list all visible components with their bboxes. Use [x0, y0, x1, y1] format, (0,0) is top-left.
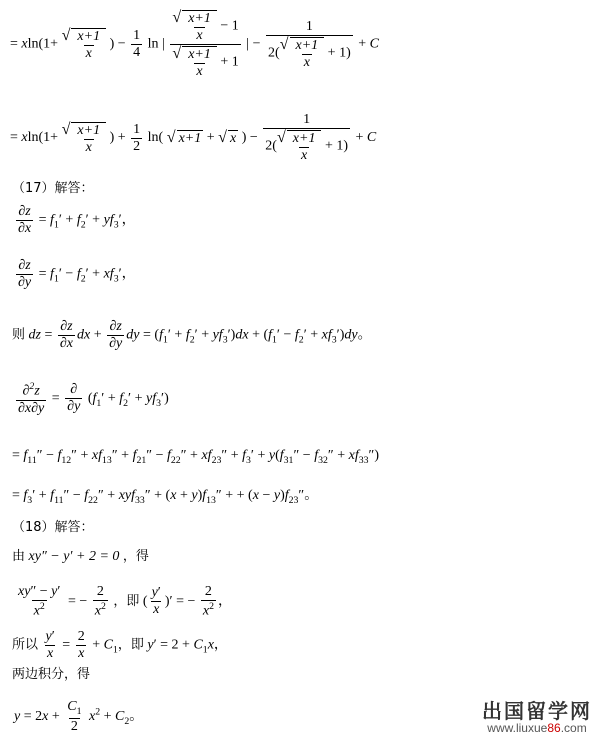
equation-ode-frac: $\frac{xy'' - y'}{x^2}$ = − $\frac{2}{x^2}$ ，即 ( $\frac{y'}{x}$ )′ = − $\frac{2}{x^2}$ ， — [18, 584, 232, 619]
equation-d2z-def: $\frac{\partial^2z}{\partial x\partial y}$ = $\frac{\partial}{\partial y}$ $(f_1' + f_2' + yf_3')$ — [18, 381, 169, 416]
equation-d2z-expand: = $f_{11}'' - f_{12}'' + xf_{13}'' + f_{21}'' - f_{22}'' + xf_{23}'' + f_3' + y(f_{31}'' - f_{32}'' + xf_{33}'')$ — [12, 448, 380, 466]
ode-text: xy″ − y′ + 2 = 0 — [28, 549, 120, 564]
ode-ie: ，即 — [113, 594, 140, 610]
watermark — [482, 700, 592, 735]
equation-d2z-result: = $f_3' + f_{11}'' - f_{22}'' + xyf_{33}'' + (x + y)f_{13}''$ + + $(x - y)f_{23}''$。 — [12, 488, 319, 506]
watermark-url — [482, 722, 592, 735]
int-prefix: 所以 — [12, 637, 39, 653]
equation-line-2: = xln(1+ √ $\frac{x+1}{x}$ ) + $\frac{1}{2}$ ln( √ x+1 + √ x ) − 1 2( √ $\frac{x+1}{x}$ + 1) + C — [10, 112, 377, 163]
equation-dz-total: 则 dz = $\frac{\partial z}{\partial x}$ dx + $\frac{\partial z}{\partial y}$ dy = $(f_1' + f_2' + yf_3')dx + (f_1' - f_2' + xf_3')dy$。 — [12, 319, 372, 351]
both-sides-text: 两边积分，得 — [12, 667, 91, 682]
equation-dz-dy: $\frac{\partial z}{\partial y}$ = $f_1' - f_2' + xf_3'$， — [18, 258, 136, 290]
ode-prefix: 由 — [12, 549, 26, 564]
watermark-url-c: .com — [560, 720, 587, 735]
equation-ode — [12, 550, 149, 564]
equation-integral: 所以 $\frac{y'}{x}$ = $\frac{2}{x}$ + $C_1$，即 $y' = 2 + C_1x$， — [12, 629, 228, 661]
section-18-heading: （18）解答： — [12, 520, 94, 535]
dz-total-prefix: 则 — [12, 327, 26, 343]
watermark-cn: 出国留学网 — [482, 698, 592, 723]
watermark-url-a: www.liuxue — [487, 720, 548, 735]
equation-dz-dx: $\frac{\partial z}{\partial x}$ = $f_1' + f_2' + yf_3'$， — [18, 204, 136, 236]
int-ie: ，即 — [117, 637, 144, 653]
section-17-heading: （17）解答： — [12, 181, 94, 196]
ode-suffix: ，得 — [122, 549, 149, 564]
equation-final: y = 2x + $\frac{C_1}{2}$ $x^2 + C_2$。 — [14, 699, 144, 734]
equation-line-1: = xln(1+ √ $\frac{x+1}{x}$ ) − $\frac{1}{4}$ ln | √ $\frac{x+1}{x}$ − 1 √ $\frac{x+1}{x}$ + 1 | − 1 2( √ $\frac{x+1}{x}$ + 1) + C — [10, 9, 379, 79]
watermark-url-b: 86 — [547, 720, 561, 735]
